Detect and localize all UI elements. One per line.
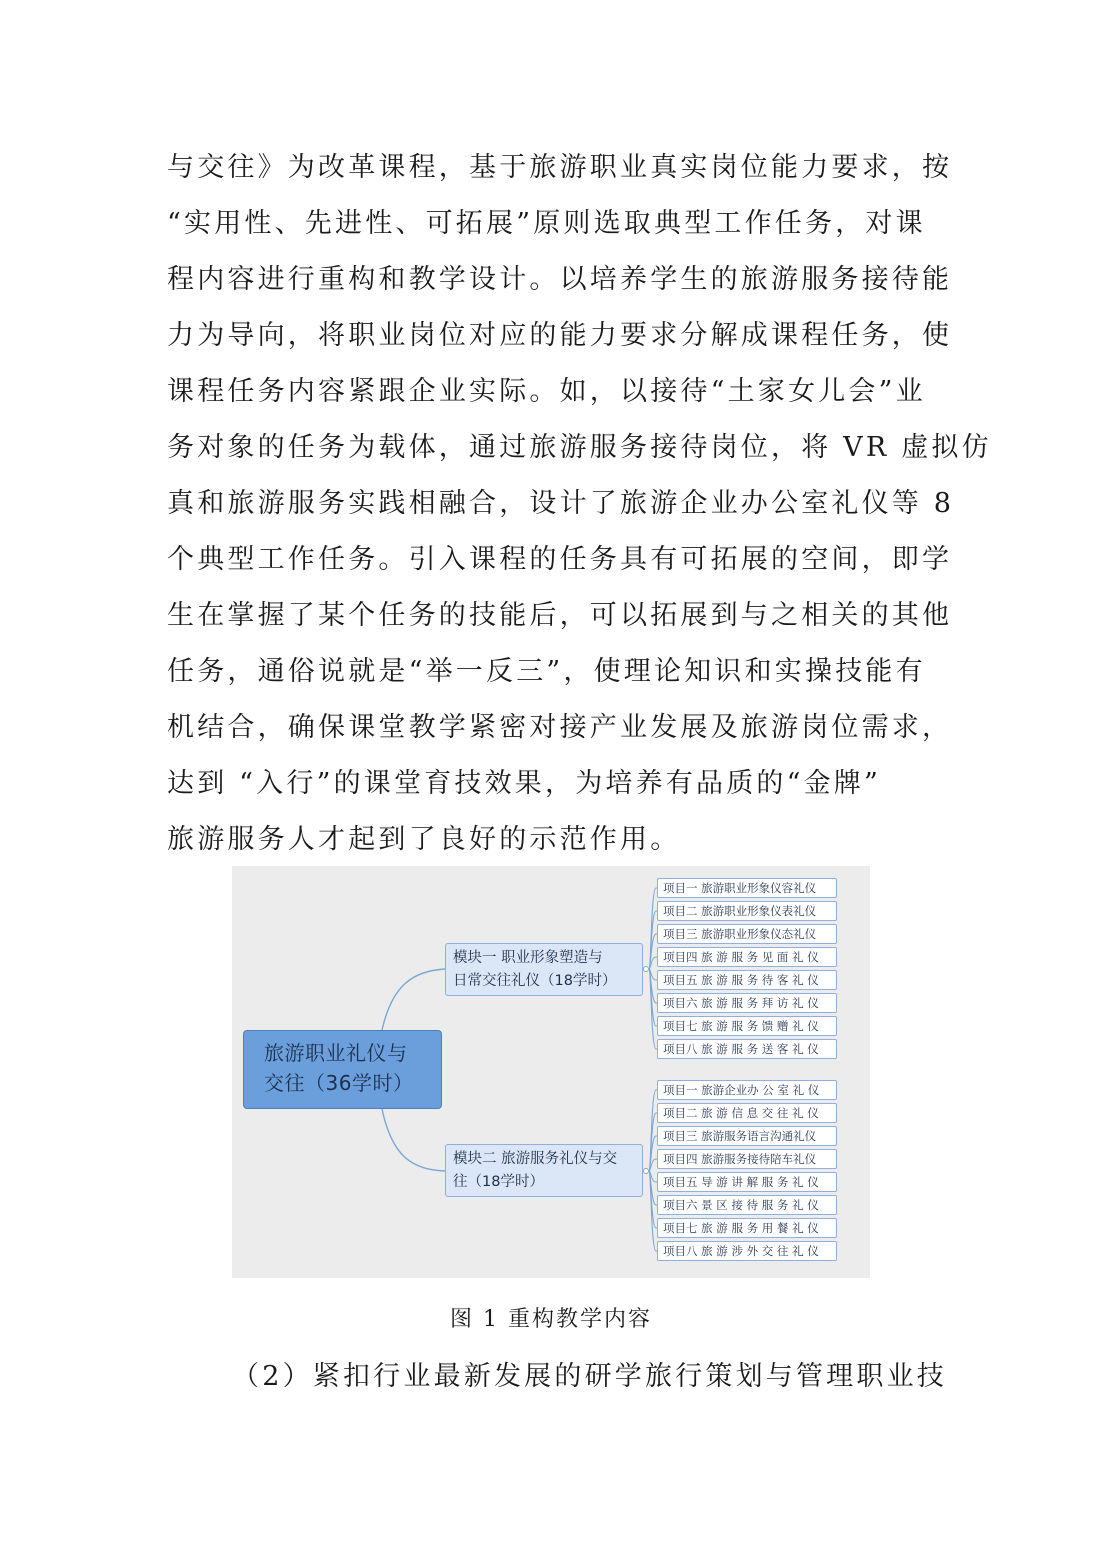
module-2-item-5: 项目五 导 游 讲 解 服 务 礼 仪 (657, 1172, 837, 1192)
connector-hub-module-2 (644, 1169, 649, 1174)
connector-hub-module-1 (644, 967, 649, 972)
paragraph-line: 生在掌握了某个任务的技能后，可以拓展到与之相关的其他 (167, 600, 953, 631)
module-1-item-6: 项目六 旅 游 服 务 拜 访 礼 仪 (657, 993, 837, 1013)
paragraph-line: 务对象的任务为载体，通过旅游服务接待岗位，将 VR 虚拟仿 (167, 432, 992, 463)
root-label-line-2: 交往（36学时） (264, 1071, 414, 1095)
module-1-item-2: 项目二 旅游职业形象仪表礼仪 (657, 901, 837, 921)
module-2-item-4: 项目四 旅游服务接待陪车礼仪 (657, 1149, 837, 1169)
module-1-label-line-2: 日常交往礼仪（18学时） (453, 973, 617, 989)
module-2-item-6: 项目六 景 区 接 待 服 务 礼 仪 (657, 1195, 837, 1215)
paragraph-line: 旅游服务人才起到了良好的示范作用。 (167, 824, 681, 855)
module-2-item-8: 项目八 旅 游 涉 外 交 往 礼 仪 (657, 1241, 837, 1261)
paragraph-line: 力为导向，将职业岗位对应的能力要求分解成课程任务，使 (167, 320, 953, 351)
next-paragraph-start: （2）紧扣行业最新发展的研学旅行策划与管理职业技 (232, 1361, 947, 1392)
paragraph-line: 达到 “入行”的课堂育技效果，为培养有品质的“金牌” (167, 768, 881, 799)
module-2-item-1: 项目一 旅游企业办 公 室 礼 仪 (657, 1080, 837, 1100)
paragraph-line: 个典型工作任务。引入课程的任务具有可拓展的空间，即学 (167, 544, 953, 575)
mindmap-root-node (243, 1030, 442, 1109)
module-2-item-2: 项目二 旅 游 信 息 交 往 礼 仪 (657, 1103, 837, 1123)
paragraph-line: 课程任务内容紧跟企业实际。如，以接待“土家女儿会”业 (167, 376, 926, 407)
module-1-item-5: 项目五 旅 游 服 务 待 客 礼 仪 (657, 970, 837, 990)
module-node-2 (445, 1144, 643, 1197)
figure-caption: 图 1 重构教学内容 (450, 1307, 652, 1332)
module-2-item-3: 项目三 旅游服务语言沟通礼仪 (657, 1126, 837, 1146)
module-1-label-line-1: 模块一 职业形象塑造与 (453, 950, 603, 966)
connector-root-module-2 (382, 1109, 445, 1171)
mindmap-figure (232, 866, 870, 1278)
module-2-label-line-2: 往（18学时） (453, 1174, 544, 1190)
module-1-item-7: 项目七 旅 游 服 务 馈 赠 礼 仪 (657, 1016, 837, 1036)
paragraph-line: 真和旅游服务实践相融合，设计了旅游企业办公室礼仪等 8 (167, 488, 955, 519)
module-1-item-8: 项目八 旅 游 服 务 送 客 礼 仪 (657, 1039, 837, 1059)
module-2-item-7: 项目七 旅 游 服 务 用 餐 礼 仪 (657, 1218, 837, 1238)
module-1-item-1: 项目一 旅游职业形象仪容礼仪 (657, 878, 837, 898)
paragraph-line: 机结合，确保课堂教学紧密对接产业发展及旅游岗位需求， (167, 712, 953, 743)
paragraph-line: “实用性、先进性、可拓展”原则选取典型工作任务，对课 (167, 208, 926, 239)
paragraph-line: 与交往》为改革课程，基于旅游职业真实岗位能力要求，按 (167, 152, 953, 183)
paragraph-line: 程内容进行重构和教学设计。以培养学生的旅游服务接待能 (167, 264, 953, 295)
module-node-1 (445, 943, 643, 996)
paragraph-line: 任务，通俗说就是“举一反三”，使理论知识和实操技能有 (167, 656, 926, 687)
module-1-item-4: 项目四 旅 游 服 务 见 面 礼 仪 (657, 947, 837, 967)
module-2-label-line-1: 模块二 旅游服务礼仪与交 (453, 1151, 618, 1167)
connector-root-module-1 (382, 969, 445, 1030)
root-label-line-1: 旅游职业礼仪与 (264, 1041, 408, 1065)
body-paragraph (167, 140, 992, 868)
module-1-item-3: 项目三 旅游职业形象仪态礼仪 (657, 924, 837, 944)
